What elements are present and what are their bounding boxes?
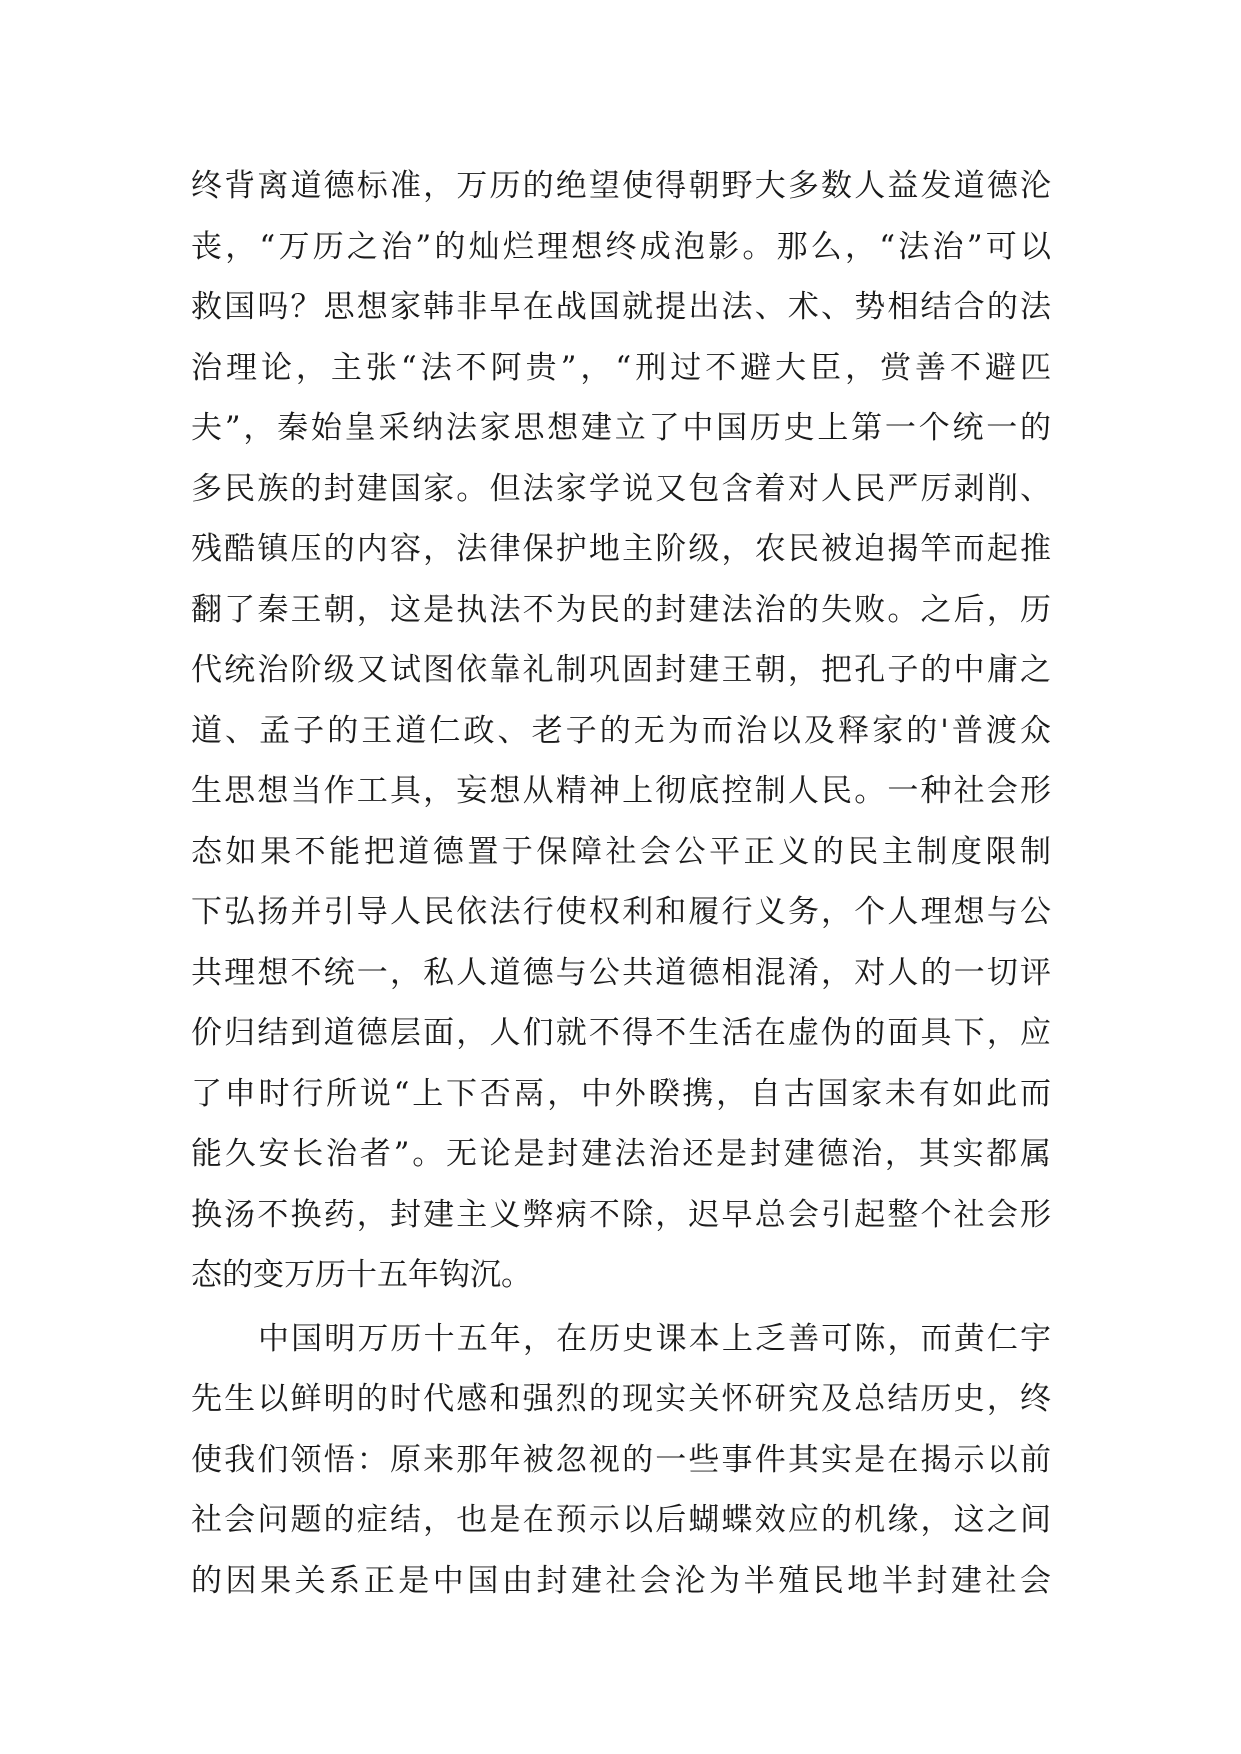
paragraph <box>191 1309 1051 1612</box>
text-line: 先生以鲜明的时代感和强烈的现实关怀研究及总结历史，终 <box>191 1381 1051 1417</box>
text-line: 使我们领悟：原来那年被忽视的一些事件其实是在揭示以前 <box>191 1441 1051 1478</box>
text-line: 多民族的封建国家。但法家学说又包含着对人民严厉剥削、 <box>191 470 1051 507</box>
text-line: 态的变万历十五年钩沉。 <box>191 1257 532 1293</box>
text-line: 态如果不能把道德置于保障社会公平正义的民主制度限制 <box>191 833 1051 870</box>
text-line: 翻了秦王朝，这是执法不为民的封建法治的失败。之后，历 <box>191 591 1051 628</box>
text-line: 救国吗？思想家韩非早在战国就提出法、术、势相结合的法 <box>191 289 1051 325</box>
text-line: 共理想不统一，私人道德与公共道德相混淆，对人的一切评 <box>191 954 1051 991</box>
text-line: 残酷镇压的内容，法律保护地主阶级，农民被迫揭竿而起推 <box>191 531 1051 567</box>
text-line: 夫”，秦始皇采纳法家思想建立了中国历史上第一个统一的 <box>191 410 1051 446</box>
text-line: 换汤不换药，封建主义弊病不除，迟早总会引起整个社会形 <box>191 1196 1051 1233</box>
text-line: 能久安长治者”。无论是封建法治还是封建德治，其实都属 <box>191 1136 1051 1172</box>
text-line: 治理论，主张“法不阿贵”，“刑过不避大臣，赏善不避匹 <box>191 349 1051 386</box>
text-line: 代统治阶级又试图依靠礼制巩固封建王朝，把孔子的中庸之 <box>191 652 1051 688</box>
text-line: 生思想当作工具，妄想从精神上彻底控制人民。一种社会形 <box>191 773 1051 809</box>
text-line: 了申时行所说“上下否鬲，中外睽携，自古国家未有如此而 <box>191 1075 1051 1112</box>
text-line: 的因果关系正是中国由封建社会沦为半殖民地半封建社会 <box>191 1562 1051 1599</box>
text-line: 社会问题的症结，也是在预示以后蝴蝶效应的机缘，这之间 <box>191 1502 1051 1538</box>
paragraph <box>191 156 1051 1306</box>
text-line: 丧，“万历之治”的灿烂理想终成泡影。那么，“法治”可以 <box>191 228 1051 265</box>
text-line: 终背离道德标准，万历的绝望使得朝野大多数人益发道德沦 <box>191 168 1051 204</box>
body-text <box>191 156 1051 1611</box>
text-line: 道、孟子的王道仁政、老子的无为而治以及释家的'普渡众 <box>191 712 1051 749</box>
text-line: 下弘扬并引导人民依法行使权利和履行义务，个人理想与公 <box>191 894 1051 930</box>
text-line: 价归结到道德层面，人们就不得不生活在虚伪的面具下，应 <box>191 1015 1051 1051</box>
text-line: 中国明万历十五年，在历史课本上乏善可陈，而黄仁宇 <box>258 1320 1051 1357</box>
